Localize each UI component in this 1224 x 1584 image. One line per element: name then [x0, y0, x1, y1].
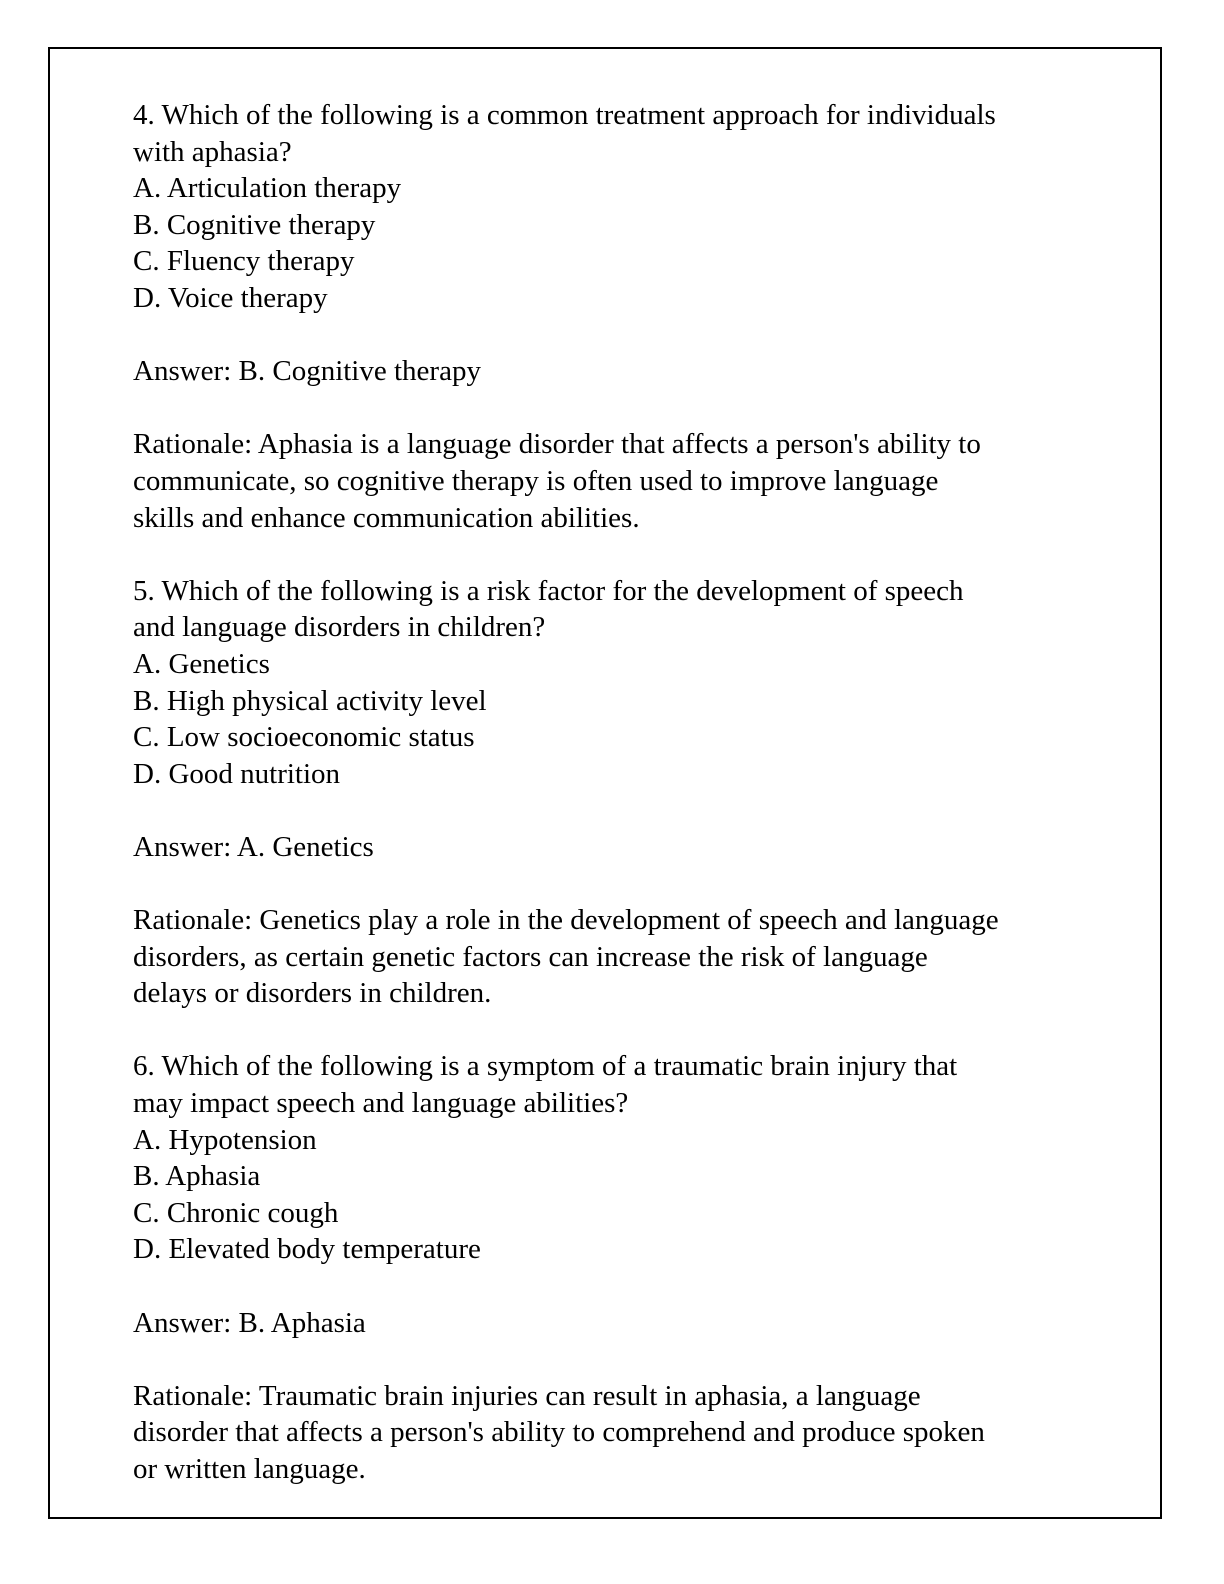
answer-option: B. High physical activity level	[133, 684, 487, 717]
answer-option: D. Elevated body temperature	[133, 1233, 481, 1266]
question-stem: 5. Which of the following is a risk factor for the development of speech	[133, 574, 964, 607]
answer-option: C. Fluency therapy	[133, 245, 355, 278]
answer-option: A. Hypotension	[133, 1123, 317, 1156]
answer-option: A. Articulation therapy	[133, 172, 402, 205]
rationale-line: or written language.	[133, 1452, 366, 1485]
rationale-line: Rationale: Aphasia is a language disorder that affects a person's ability to	[133, 428, 981, 461]
answer-line: Answer: B. Cognitive therapy	[133, 355, 481, 388]
rationale-line: skills and enhance communication abilities.	[133, 501, 640, 534]
question-stem: 4. Which of the following is a common treatment approach for individuals	[133, 99, 996, 131]
question-stem: 6. Which of the following is a symptom of a traumatic brain injury that	[133, 1050, 958, 1083]
rationale-line: communicate, so cognitive therapy is often used to improve language	[133, 464, 939, 497]
rationale-line: disorders, as certain genetic factors can increase the risk of language	[133, 940, 928, 973]
rationale-line: Rationale: Genetics play a role in the development of speech and language	[133, 904, 999, 937]
question-block	[133, 97, 1113, 536]
answer-option: B. Cognitive therapy	[133, 208, 376, 241]
answer-line: Answer: A. Genetics	[133, 830, 374, 863]
question-block	[133, 573, 1113, 1012]
rationale-line: Rationale: Traumatic brain injuries can result in aphasia, a language	[133, 1379, 921, 1412]
answer-option: C. Chronic cough	[133, 1196, 339, 1229]
answer-option: C. Low socioeconomic status	[133, 721, 475, 754]
rationale-line: disorder that affects a person's ability to comprehend and produce spoken	[133, 1416, 985, 1449]
question-stem: may impact speech and language abilities?	[133, 1087, 629, 1120]
question-stem: with aphasia?	[133, 135, 292, 168]
question-block	[133, 1048, 1113, 1487]
document-body	[133, 97, 1113, 1488]
answer-option: A. Genetics	[133, 647, 270, 680]
answer-option: D. Voice therapy	[133, 281, 328, 314]
question-stem: and language disorders in children?	[133, 611, 546, 644]
answer-option: B. Aphasia	[133, 1160, 261, 1193]
rationale-line: delays or disorders in children.	[133, 977, 492, 1010]
answer-option: D. Good nutrition	[133, 757, 341, 790]
answer-line: Answer: B. Aphasia	[133, 1306, 366, 1339]
